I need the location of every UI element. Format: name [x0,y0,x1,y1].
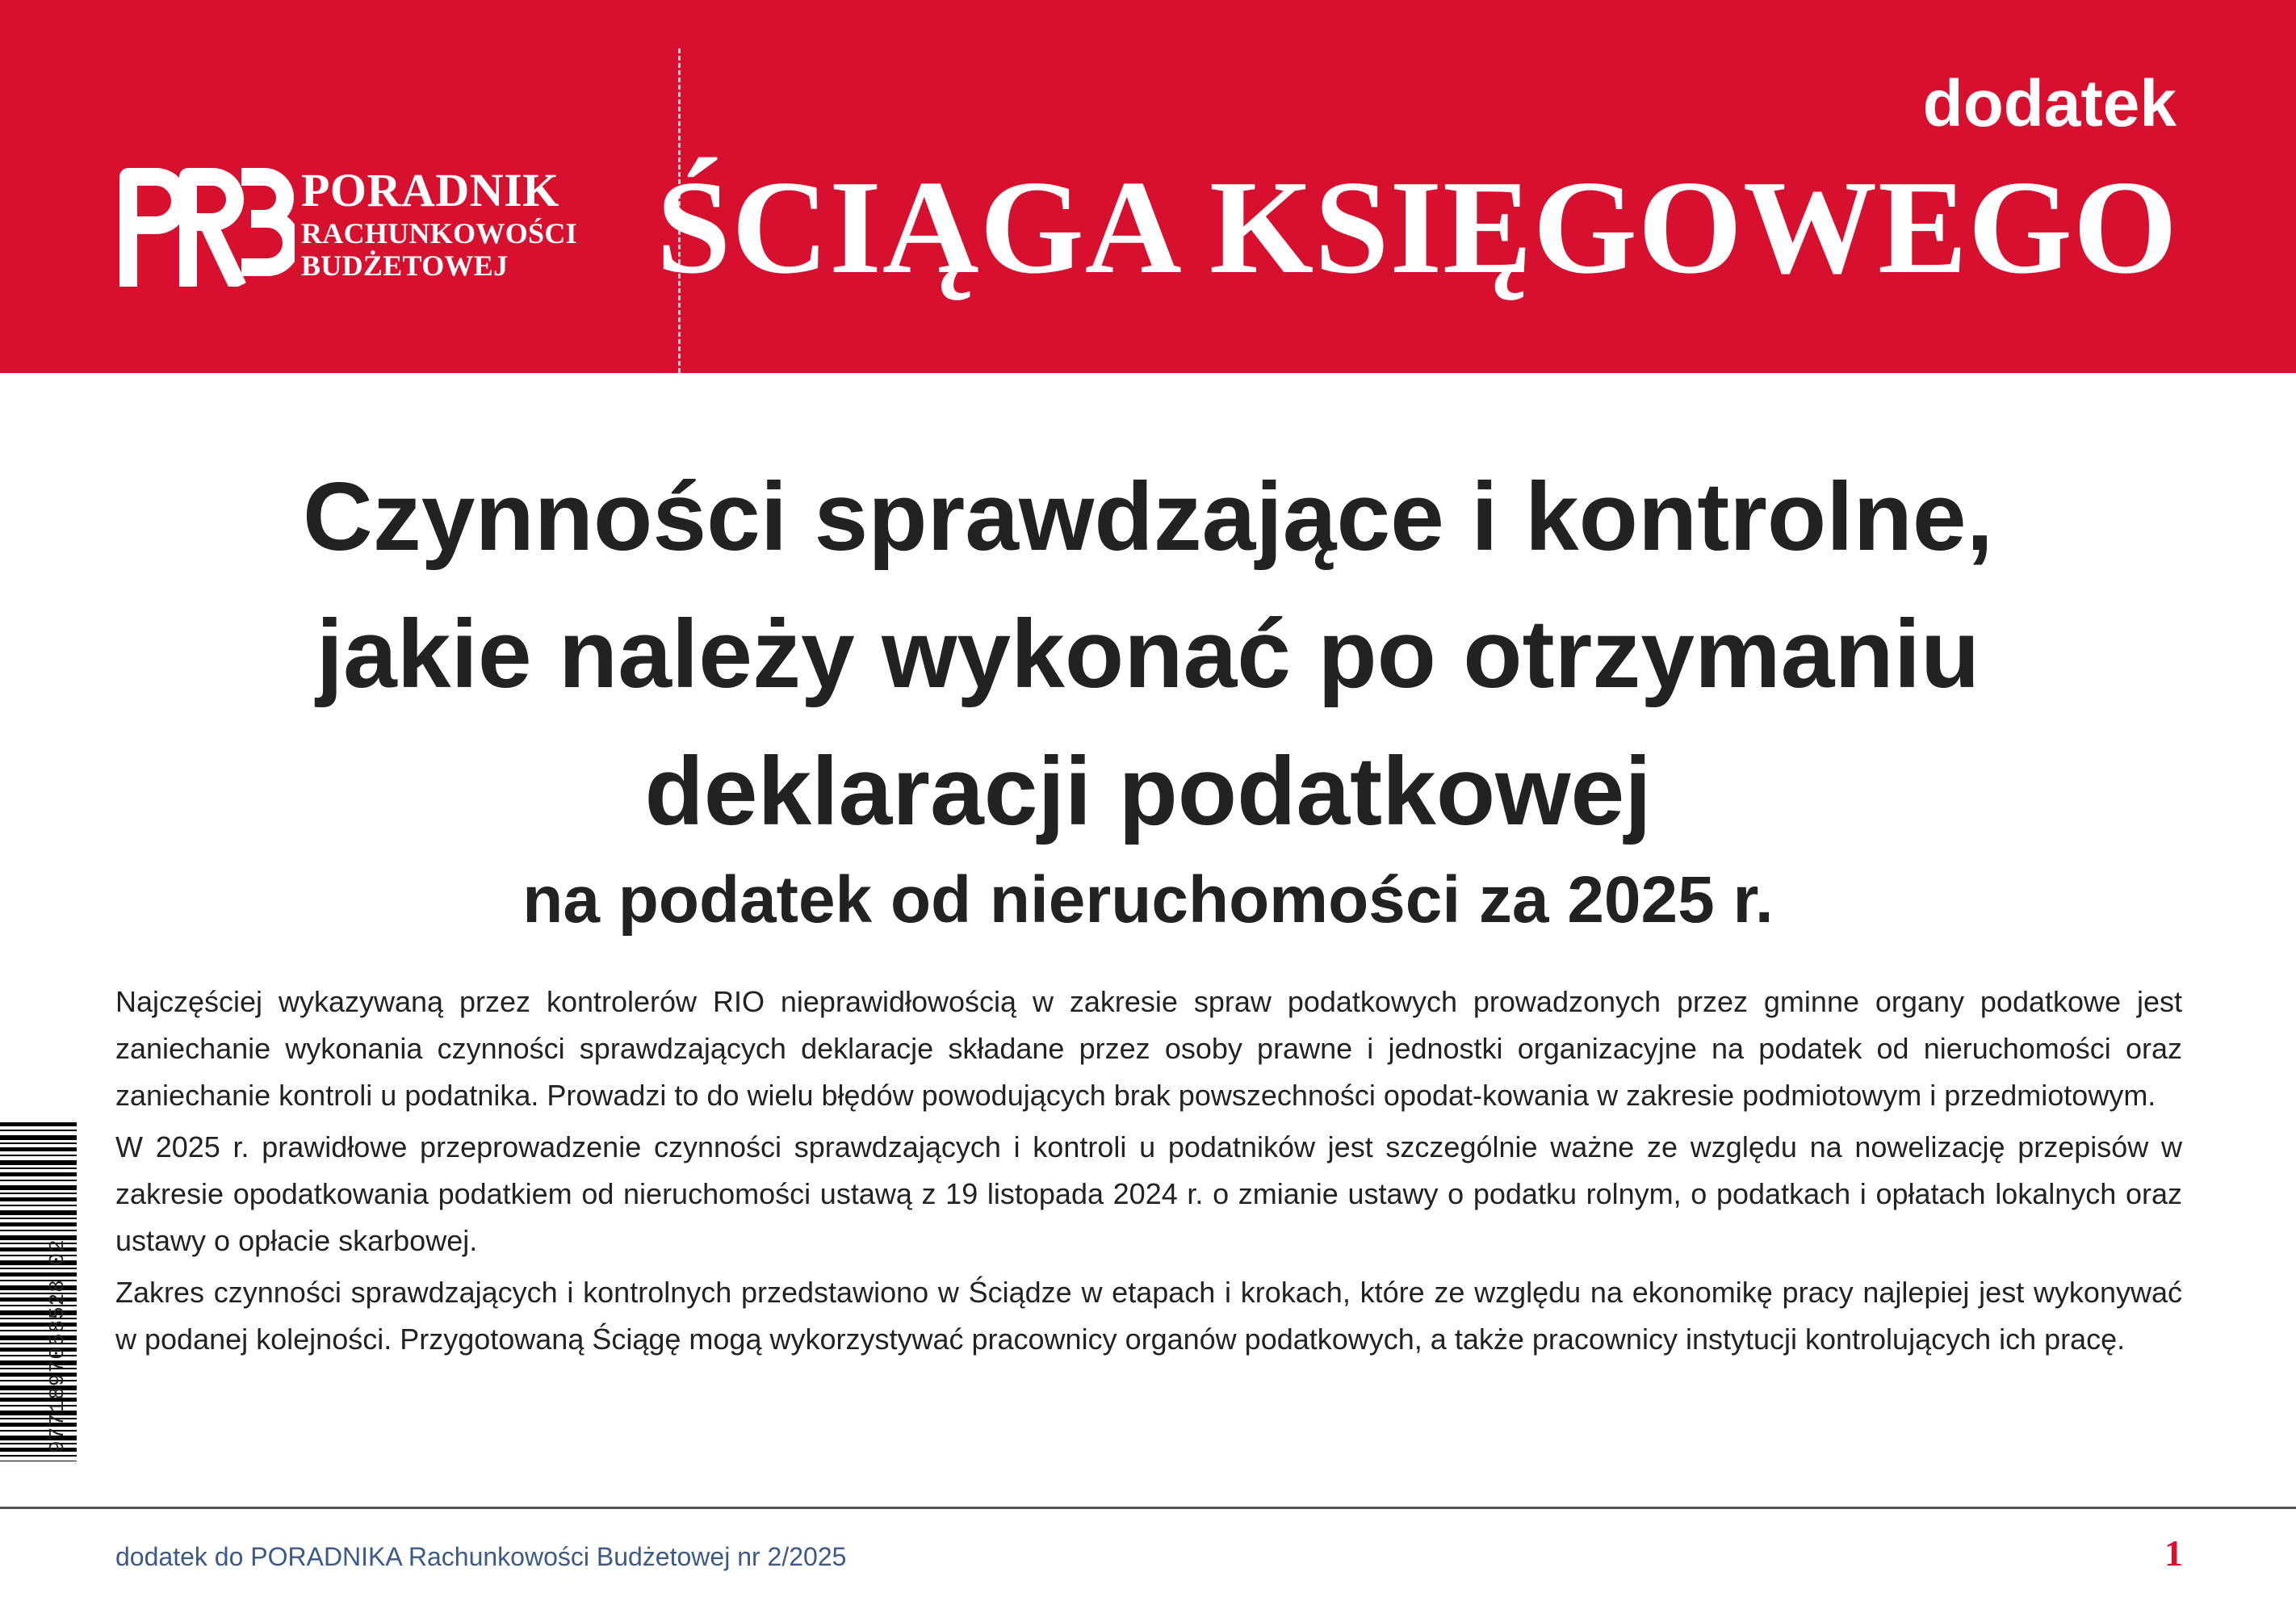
barcode-digits: 9771897058528 02 [45,1239,69,1453]
intro-text [115,979,2182,1368]
document-subtitle: na podatek od nieruchomości za 2025 r. [522,863,1774,937]
logo-line-3: BUDŻETOWEJ [301,249,509,282]
supplement-label: dodatek [1922,67,2177,140]
logo-line-2: RACHUNKOWOŚCI [301,217,577,249]
paragraph: W 2025 r. prawidłowe przeprowadzenie czynności sprawdzających i kontroli u podatników jest szczególnie ważne ze względu na nowelizację przepisów w zakresie opodatkowania podatkiem od nieruchomości ustawą z 19 listopada 2024 r. o zmianie ustawy o podatku rolnym, o podatkach i opłatach lokalnych oraz ustawy o opłacie skarbowej. [115,1130,2182,1257]
paragraph: Zakres czynności sprawdzających i kontrolnych przedstawiono w Ściądze w etapach i krokach, które ze względu na ekonomikę pracy najlepiej jest wykonywać w podanej kolejności. Przygotowaną Ściągę mogą wykorzystywać pracownicy organów podatkowych, a także pracownicy instytucji kontrolujących ich pracę. [115,1276,2182,1356]
paragraph: Najczęściej wykazywaną przez kontrolerów RIO nieprawidłowością w zakresie spraw podatkowych prowadzonych przez gminne organy podatkowe jest zaniechanie wykonania czynności sprawdzających deklaracje składane przez osoby prawne i jednostki organizacyjne na podatek od nieruchomości oraz zaniechanie kontroli u podatnika. Prowadzi to do wielu błędów powodujących brak powszechności opodat-kowania w zakresie podmiotowym i przedmiotowym. [115,985,2182,1112]
page-number: 1 [2164,1532,2183,1574]
footer-divider [0,1507,2296,1509]
prb-logo-icon [117,166,295,287]
logo-wordmark [301,164,577,282]
title-line-1: Czynności sprawdzające i kontrolne, [303,463,1993,571]
footer-text: dodatek do PORADNIKA Rachunkowości Budżetowej nr 2/2025 [115,1542,847,1571]
header-banner [0,0,2296,373]
supplement-title: ŚCIĄGA KSIĘGOWEGO [656,153,2178,301]
document-title [0,448,2296,860]
title-line-3: deklaracji podatkowej [644,737,1652,845]
logo-line-1: PORADNIK [301,164,559,216]
title-line-2: jakie należy wykonać po otrzymaniu [316,600,1980,708]
